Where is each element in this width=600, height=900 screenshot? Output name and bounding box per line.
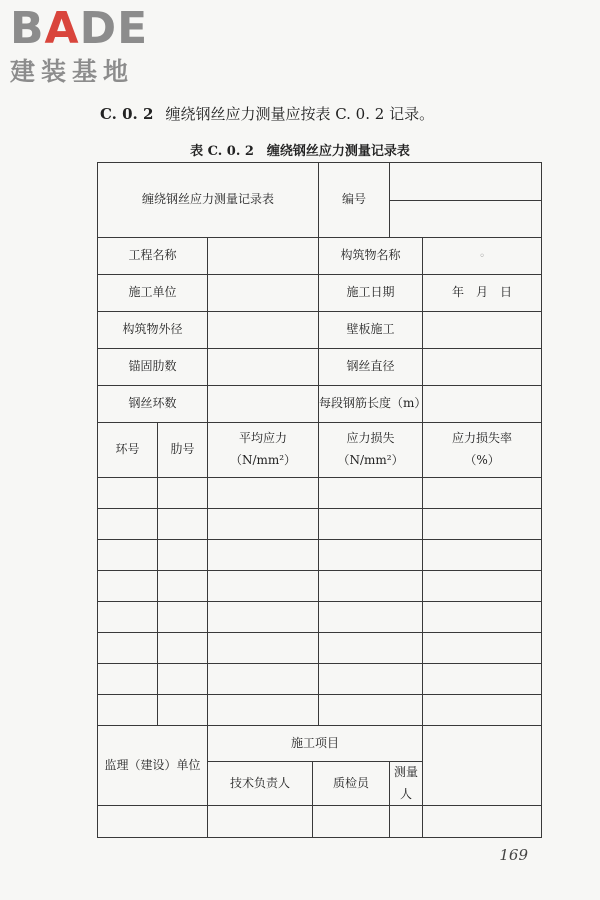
table-row xyxy=(98,571,542,602)
field-value-wire-diameter[interactable] xyxy=(423,349,542,386)
col-header-loss-rate: 应力损失率 （%） xyxy=(423,423,542,478)
role-technical-lead: 技术负责人 xyxy=(208,762,313,806)
field-value-anchor-ribs[interactable] xyxy=(208,349,319,386)
field-value-wire-rings[interactable] xyxy=(208,386,319,423)
logo-wordmark: BADE xyxy=(10,3,149,54)
col-header-ring: 环号 xyxy=(98,423,158,478)
col-header-stress-loss: 应力损失 （N/mm²） xyxy=(319,423,423,478)
field-value-segment-length[interactable] xyxy=(423,386,542,423)
field-value-wall-construction[interactable] xyxy=(423,312,542,349)
section-heading xyxy=(100,103,434,124)
field-value-project-name[interactable] xyxy=(208,238,319,275)
signature-extra[interactable] xyxy=(423,806,542,838)
signature-quality-inspector[interactable] xyxy=(313,806,390,838)
table-title: 表 C. 0. 2 缠绕钢丝应力测量记录表 xyxy=(190,144,410,159)
col-header-rib: 肋号 xyxy=(158,423,208,478)
field-label-segment-length: 每段钢筋长度（m） xyxy=(319,386,423,423)
supervisor-signature-cell[interactable] xyxy=(423,726,542,806)
logo-subtitle: 建装基地 xyxy=(10,57,135,86)
field-label-outer-diameter: 构筑物外径 xyxy=(98,312,208,349)
signature-surveyor[interactable] xyxy=(390,806,423,838)
number-value-cell[interactable] xyxy=(390,163,542,238)
construction-project-label: 施工项目 xyxy=(208,726,423,762)
form-header-title: 缠绕钢丝应力测量记录表 xyxy=(98,163,319,238)
role-quality-inspector: 质检员 xyxy=(313,762,390,806)
table-row xyxy=(98,664,542,695)
signature-technical-lead[interactable] xyxy=(208,806,313,838)
field-label-project-name: 工程名称 xyxy=(98,238,208,275)
field-value-outer-diameter[interactable] xyxy=(208,312,319,349)
record-form-table xyxy=(97,162,542,838)
field-label-structure-name: 构筑物名称 xyxy=(319,238,423,275)
number-label: 编号 xyxy=(319,163,390,238)
supervisor-label: 监理（建设）单位 xyxy=(98,726,208,806)
table-row xyxy=(98,695,542,726)
field-value-construction-unit[interactable] xyxy=(208,275,319,312)
table-row xyxy=(98,509,542,540)
table-row xyxy=(98,478,542,509)
field-value-construction-date[interactable]: 年 月 日 xyxy=(423,275,542,312)
table-row xyxy=(98,540,542,571)
logo xyxy=(10,4,148,88)
signature-row xyxy=(98,806,542,838)
field-label-wire-diameter: 钢丝直径 xyxy=(319,349,423,386)
signature-supervisor[interactable] xyxy=(98,806,208,838)
col-header-avg-stress: 平均应力 （N/mm²） xyxy=(208,423,319,478)
field-value-structure-name[interactable]: ◦ xyxy=(423,238,542,275)
section-text: 缠绕钢丝应力测量应按表 C. 0. 2 记录。 xyxy=(165,105,435,123)
field-label-wire-rings: 钢丝环数 xyxy=(98,386,208,423)
field-label-construction-unit: 施工单位 xyxy=(98,275,208,312)
field-label-wall-construction: 壁板施工 xyxy=(319,312,423,349)
field-label-anchor-ribs: 锚固肋数 xyxy=(98,349,208,386)
section-number: C. 0. 2 xyxy=(100,105,154,123)
table-row xyxy=(98,633,542,664)
page-number: 169 xyxy=(499,846,528,864)
role-surveyor: 测量人 xyxy=(390,762,423,806)
table-row xyxy=(98,602,542,633)
field-label-construction-date: 施工日期 xyxy=(319,275,423,312)
